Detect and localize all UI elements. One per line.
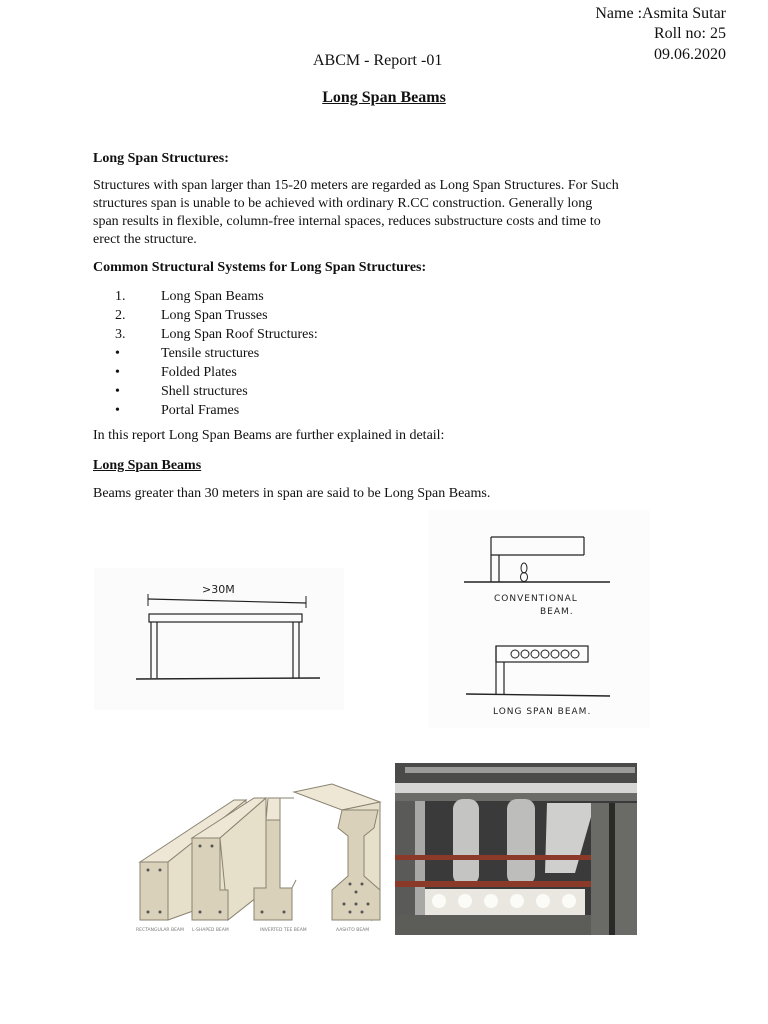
span-label: >30M	[202, 583, 235, 596]
note-text: In this report Long Span Beams are further explained in detail:	[93, 428, 445, 443]
bullet-icon: •	[115, 346, 120, 361]
bullet-icon: •	[115, 384, 120, 399]
section-heading-structural-systems: Common Structural Systems for Long Span Structures:	[93, 260, 427, 275]
bullet-item	[115, 382, 515, 401]
bullet-icon: •	[115, 365, 120, 380]
beam-type-label: L-SHAPED BEAM	[192, 928, 229, 933]
list-item-text: Long Span Roof Structures:	[161, 327, 318, 342]
bullet-item-text: Shell structures	[161, 384, 248, 399]
roll-number: Roll no: 25	[653, 25, 726, 42]
bullet-item	[115, 401, 515, 420]
author-name: Name :Asmita Sutar	[595, 5, 726, 22]
conventional-label-2: BEAM.	[540, 607, 574, 617]
section-heading-long-span-beams: Long Span Beams	[93, 458, 202, 473]
beam-comparison-figure	[428, 510, 650, 728]
conventional-label: CONVENTIONAL	[494, 594, 578, 604]
section-paragraph	[93, 177, 693, 249]
list-item-text: Long Span Beams	[161, 289, 264, 304]
report-title: ABCM - Report -01	[313, 52, 443, 69]
report-date: 09.06.2020	[654, 46, 726, 63]
list-marker: 2.	[115, 308, 126, 323]
section-heading-long-span-structures: Long Span Structures:	[93, 151, 229, 166]
paragraph-line: erect the structure.	[93, 232, 197, 247]
list-item	[115, 306, 515, 325]
beam-type-label: RECTANGULAR BEAM	[136, 928, 184, 933]
page-title: Long Span Beams	[322, 89, 446, 106]
bullet-item-text: Folded Plates	[161, 365, 237, 380]
bullet-icon: •	[115, 403, 120, 418]
long-span-label: LONG SPAN BEAM.	[493, 707, 592, 717]
systems-list	[115, 287, 515, 420]
list-item	[115, 287, 515, 306]
paragraph-line: span results in flexible, column-free internal spaces, reduces substructure costs and time to	[93, 214, 601, 229]
section-text: Beams greater than 30 meters in span are said to be Long Span Beams.	[93, 486, 491, 501]
bullet-item	[115, 344, 515, 363]
list-item-text: Long Span Trusses	[161, 308, 268, 323]
ceiling-photo	[395, 763, 637, 935]
bullet-item-text: Tensile structures	[161, 346, 260, 361]
bullet-item	[115, 363, 515, 382]
precast-beam-types-figure	[136, 780, 388, 936]
paragraph-line: Structures with span larger than 15-20 meters are regarded as Long Span Structures. For Such	[93, 178, 619, 193]
beam-type-label: INVERTED TEE BEAM	[260, 928, 307, 933]
span-sketch-figure	[94, 568, 344, 710]
paragraph-line: structures span is unable to be achieved with ordinary R.CC construction. Generally long	[93, 196, 593, 211]
list-marker: 3.	[115, 327, 126, 342]
list-item	[115, 325, 515, 344]
bullet-item-text: Portal Frames	[161, 403, 240, 418]
beam-type-label: AASHTO BEAM	[336, 928, 370, 933]
list-marker: 1.	[115, 289, 126, 304]
